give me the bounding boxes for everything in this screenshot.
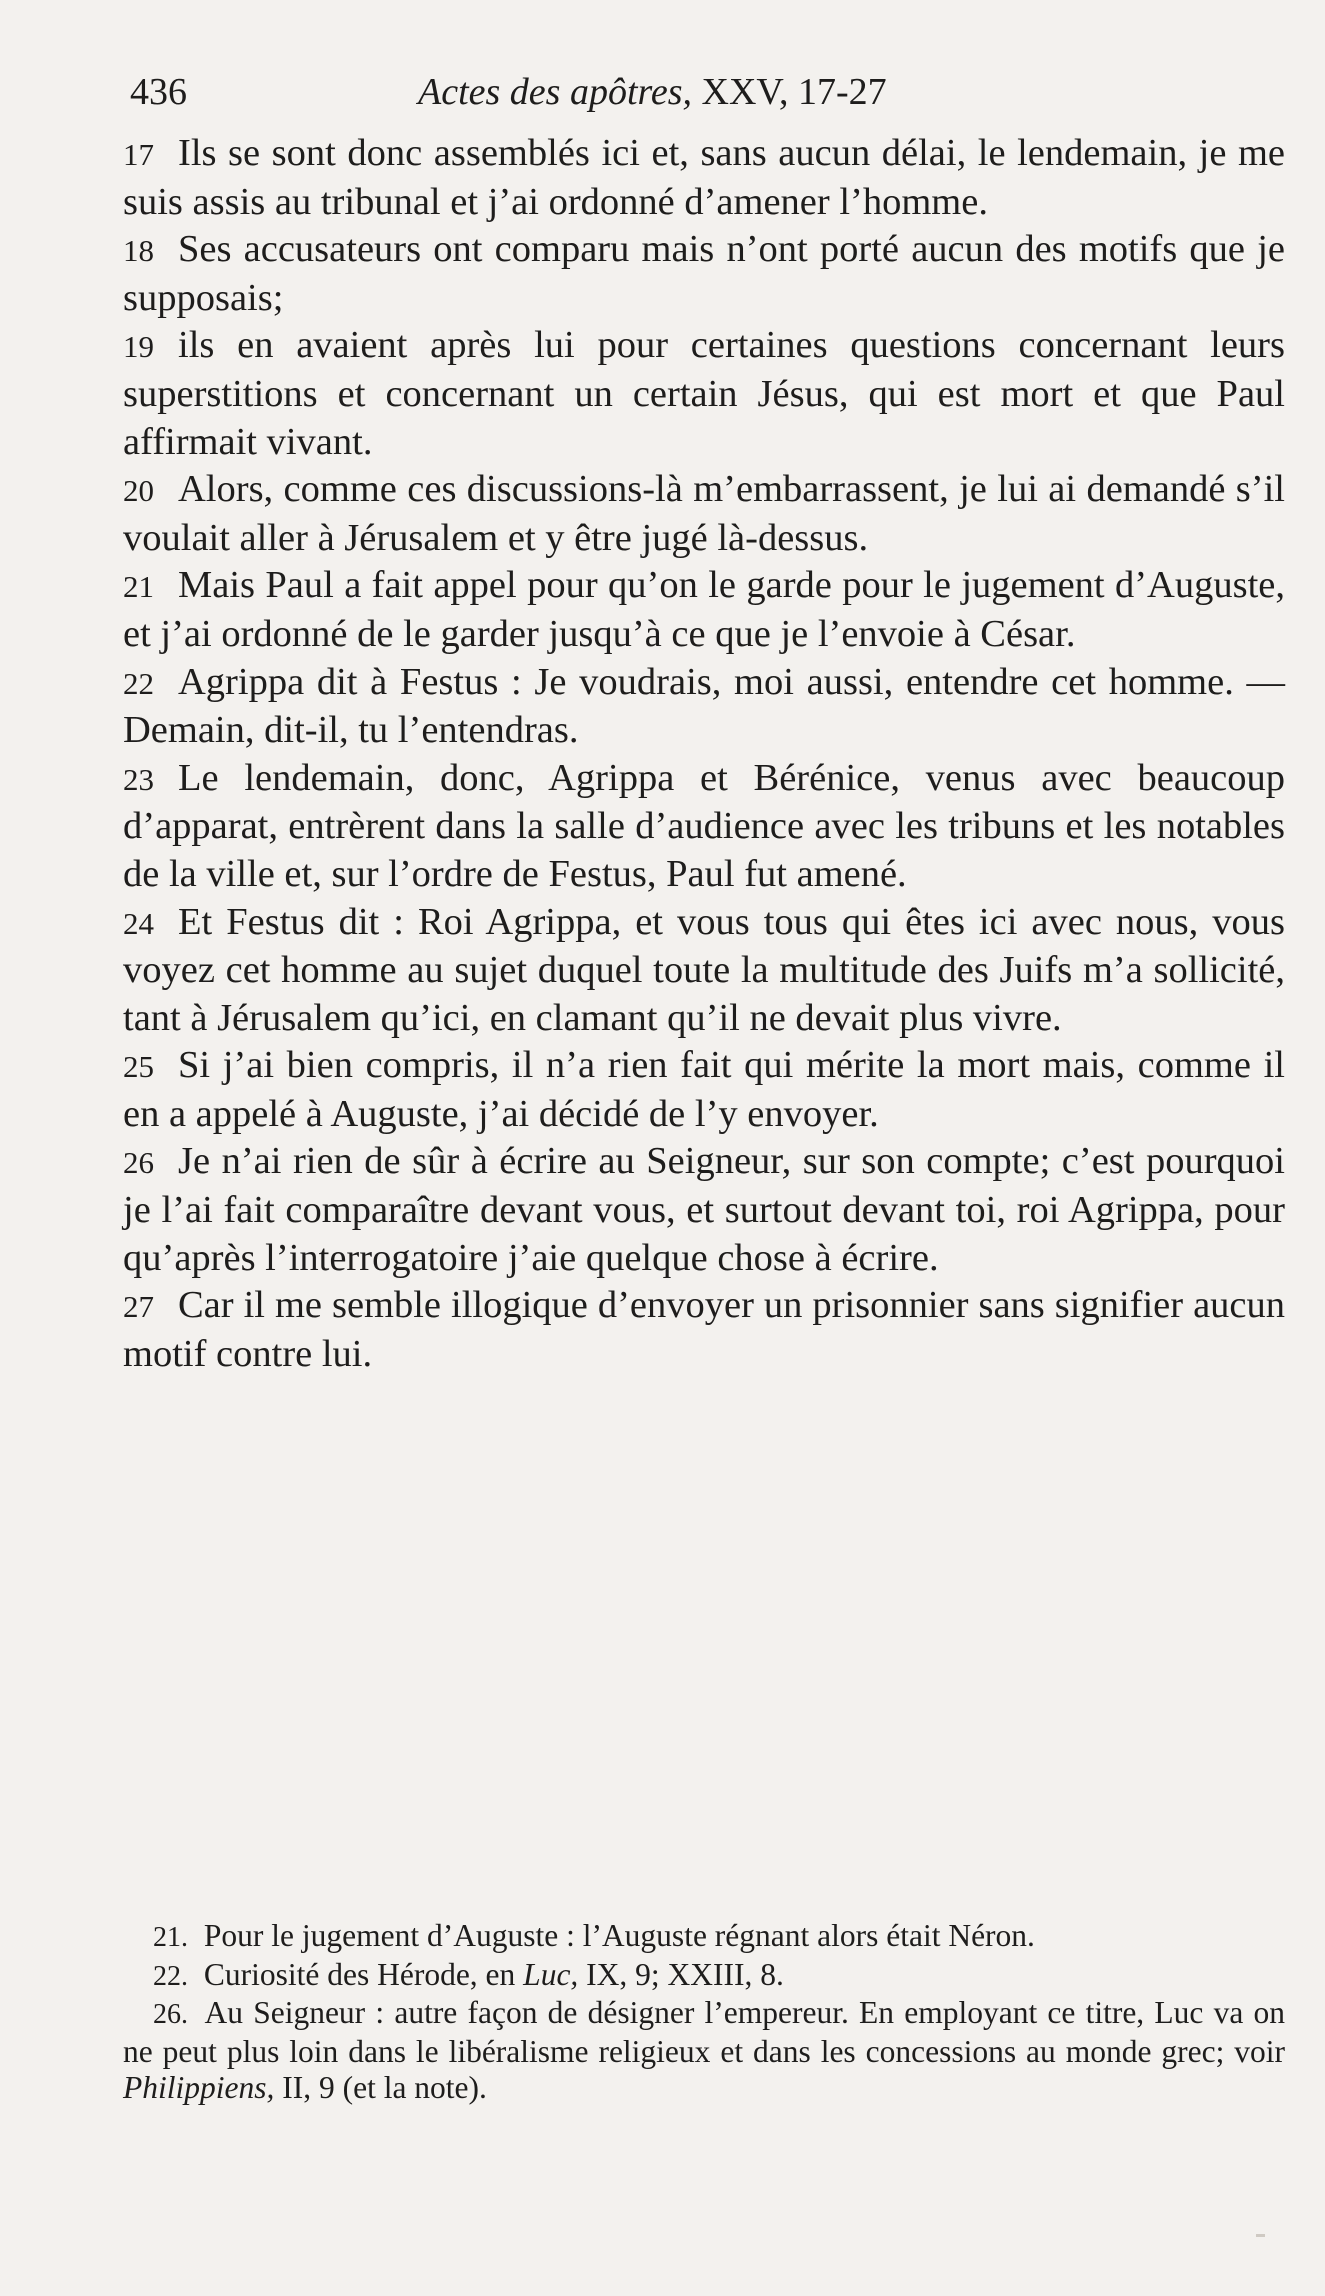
verse-24 <box>123 899 1285 1043</box>
footnote-21 <box>123 1918 1285 1957</box>
footnote-number: 21. <box>153 1922 188 1953</box>
paper-speck <box>1256 2234 1265 2237</box>
verse-27 <box>123 1282 1285 1378</box>
verse-number: 27 <box>123 1289 154 1325</box>
verse-25 <box>123 1042 1285 1138</box>
verse-number: 20 <box>123 473 154 509</box>
footnotes <box>123 1918 1285 2107</box>
verse-text: Alors, comme ces discussions-là m’embarrassent, je lui ai demandé s’il voulait aller à Jérusalem et y être jugé là-dessus. <box>123 468 1285 559</box>
verse-number: 26 <box>123 1145 154 1181</box>
verse-text: Car il me semble illogique d’envoyer un prisonnier sans signifier aucun motif contre lui. <box>123 1284 1285 1375</box>
verse-18 <box>123 226 1285 322</box>
verse-text: ils en avaient après lui pour certaines questions concernant leurs superstitions et concernant un certain Jésus, qui est mort et que Paul affirmait vivant. <box>123 324 1285 463</box>
verse-21 <box>123 562 1285 658</box>
running-title-reference: XXV, 17-27 <box>692 71 887 113</box>
verse-number: 24 <box>123 905 154 941</box>
verse-20 <box>123 466 1285 562</box>
footnote-text-end: IX, 9; XXIII, 8. <box>578 1956 784 1992</box>
footnote-text: Curiosité des Hérode, en <box>203 1956 524 1992</box>
verse-23 <box>123 755 1285 899</box>
verse-22 <box>123 659 1285 755</box>
verse-number: 23 <box>123 761 154 797</box>
footnote-book-reference: Luc, <box>523 1956 579 1992</box>
running-title <box>418 70 887 114</box>
verse-text: Je n’ai rien de sûr à écrire au Seigneur, sur son compte; c’est pourquoi je l’ai fait comparaître devant vous, et surtout devant toi, roi Agrippa, pour qu’après l’interrogatoire j’aie quelque chose à écrire. <box>123 1140 1285 1279</box>
verse-text: Le lendemain, donc, Agrippa et Bérénice, venus avec beaucoup d’apparat, entrèrent dans la salle d’audience avec les tribuns et les notables de la ville et, sur l’ordre de Festus, Paul fut amené. <box>123 756 1285 895</box>
verse-text: Ses accusateurs ont comparu mais n’ont porté aucun des motifs que je supposais; <box>123 228 1285 319</box>
verse-17 <box>123 130 1285 226</box>
footnote-number: 22. <box>153 1960 188 1992</box>
footnote-text: Pour le jugement d’Auguste : l’Auguste régnant alors était Néron. <box>203 1918 1035 1953</box>
verse-19 <box>123 322 1285 466</box>
page-number: 436 <box>130 71 187 113</box>
verse-text: Ils se sont donc assemblés ici et, sans aucun délai, le lendemain, je me suis assis au tribunal et j’ai ordonné d’amener l’homme. <box>123 132 1285 223</box>
verse-text: Et Festus dit : Roi Agrippa, et vous tous qui êtes ici avec nous, vous voyez cet homme au sujet duquel toute la multitude des Juifs m’a sollicité, tant à Jérusalem qu’ici, en clamant qu’il ne devait plus vivre. <box>123 900 1285 1039</box>
verse-list <box>123 130 1285 1378</box>
verse-number: 18 <box>123 233 154 269</box>
footnote-text-end: II, 9 (et la note). <box>274 2070 487 2105</box>
footnote-book-reference: Philippiens, <box>123 2070 275 2105</box>
verse-26 <box>123 1138 1285 1282</box>
verse-text: Si j’ai bien compris, il n’a rien fait qui mérite la mort mais, comme il en a appelé à Auguste, j’ai décidé de l’y envoyer. <box>123 1044 1285 1135</box>
verse-number: 22 <box>123 665 154 701</box>
verse-number: 17 <box>123 137 154 172</box>
footnote-22 <box>123 1957 1285 1996</box>
verse-text: Agrippa dit à Festus : Je voudrais, moi aussi, entendre cet homme. — Demain, dit-il, tu l’entendras. <box>123 660 1285 752</box>
verse-number: 21 <box>123 569 154 605</box>
verse-number: 25 <box>123 1049 154 1085</box>
verse-number: 19 <box>123 329 154 365</box>
verse-text: Mais Paul a fait appel pour qu’on le garde pour le jugement d’Auguste, et j’ai ordonné de le garder jusqu’à ce que je l’envoie à César. <box>123 564 1285 655</box>
running-title-book: Actes des apôtres, <box>418 71 693 113</box>
page-header <box>123 60 1285 130</box>
footnote-26 <box>123 1995 1285 2107</box>
footnote-number: 26. <box>153 1999 188 2030</box>
footnote-text: Au Seigneur : autre façon de désigner l’empereur. En employant ce titre, Luc va on ne peut plus loin dans le libéralisme religieux et dans les concessions au monde grec; voir <box>123 1995 1286 2069</box>
book-page <box>123 60 1286 2105</box>
